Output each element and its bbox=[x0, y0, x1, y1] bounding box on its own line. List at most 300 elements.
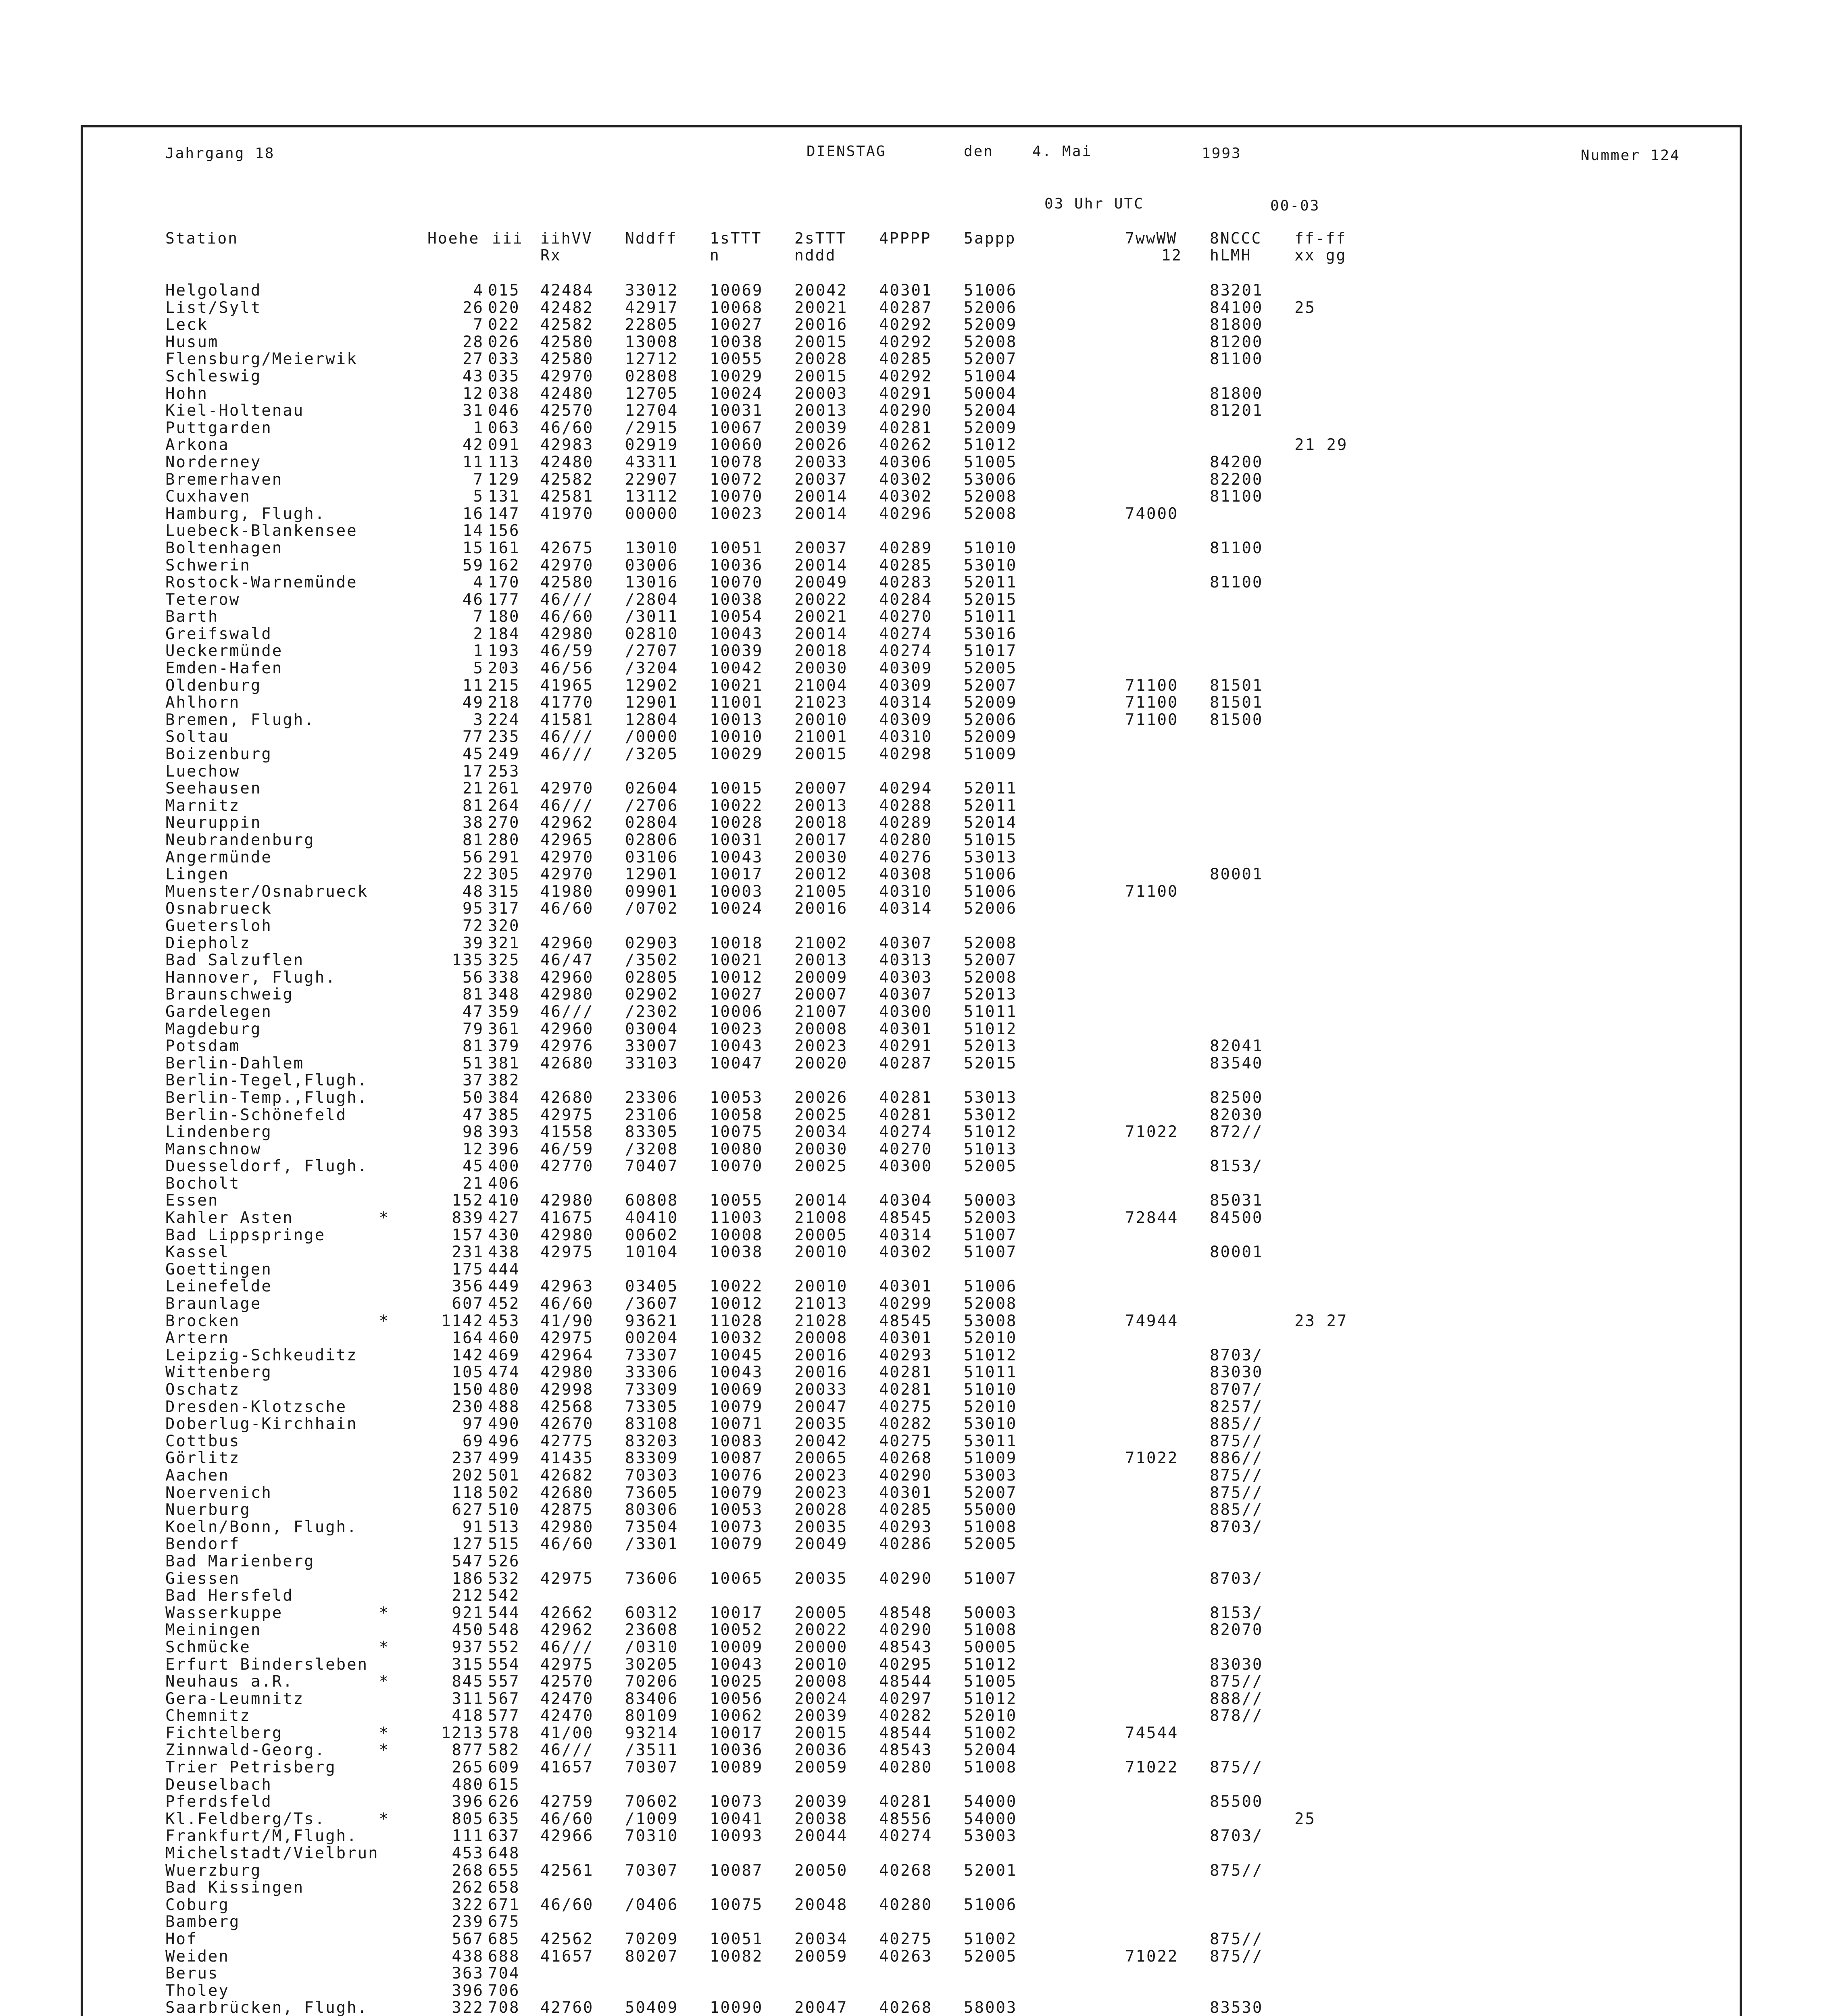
group-ihvv: 46/60 bbox=[540, 1810, 594, 1828]
station-height: 5 bbox=[473, 487, 484, 506]
group-4pppp: 40268 bbox=[879, 1861, 933, 1880]
issue-number: Nummer 124 bbox=[1581, 147, 1680, 164]
group-2sttt: 20005 bbox=[794, 1226, 848, 1244]
col-g8b: hLMH bbox=[1210, 246, 1252, 264]
group-ihvv: 42568 bbox=[540, 1397, 594, 1416]
group-1sttt: 10087 bbox=[710, 1449, 763, 1468]
group-ihvv: 42580 bbox=[540, 350, 594, 369]
group-nddff: /3607 bbox=[625, 1295, 679, 1313]
station-id: 449 bbox=[488, 1277, 520, 1296]
group-4pppp: 40302 bbox=[879, 470, 933, 489]
group-ihvv: 42484 bbox=[540, 281, 594, 300]
group-1sttt: 10031 bbox=[710, 402, 763, 420]
group-1sttt: 10038 bbox=[710, 590, 763, 609]
station-id: 396 bbox=[488, 1140, 520, 1158]
col-station: Station bbox=[165, 229, 239, 247]
group-ihvv: 42980 bbox=[540, 985, 594, 1004]
col-g8: 8NCCC bbox=[1210, 229, 1262, 247]
group-8nccc: 875// bbox=[1210, 1930, 1263, 1948]
group-5appp: 51005 bbox=[964, 453, 1017, 471]
station-id: 637 bbox=[488, 1827, 520, 1845]
group-5appp: 52008 bbox=[964, 968, 1017, 987]
group-2sttt: 20059 bbox=[794, 1947, 848, 1966]
group-5appp: 53012 bbox=[964, 1106, 1017, 1124]
group-nddff: /3208 bbox=[625, 1140, 679, 1158]
group-4pppp: 40274 bbox=[879, 1123, 933, 1141]
group-ihvv: 42760 bbox=[540, 1999, 594, 2016]
group-4pppp: 40291 bbox=[879, 1037, 933, 1056]
station-name: Gardelegen bbox=[165, 1002, 272, 1021]
group-ihvv: 42570 bbox=[540, 1672, 594, 1691]
group-nddff: 13112 bbox=[625, 487, 679, 506]
group-5appp: 53008 bbox=[964, 1312, 1017, 1330]
group-7wwww: 71100 bbox=[1125, 710, 1179, 729]
group-8nccc: 875// bbox=[1210, 1466, 1263, 1485]
station-height: 118 bbox=[452, 1483, 484, 1502]
group-8nccc: 875// bbox=[1210, 1432, 1263, 1450]
station-id: 615 bbox=[488, 1775, 520, 1794]
group-nddff: /3511 bbox=[625, 1741, 679, 1760]
group-2sttt: 20010 bbox=[794, 710, 848, 729]
station-name: Trier Petrisberg bbox=[165, 1758, 336, 1777]
group-1sttt: 10029 bbox=[710, 745, 763, 764]
group-nddff: 80109 bbox=[625, 1707, 679, 1725]
group-ihvv: 42960 bbox=[540, 1020, 594, 1038]
station-id: 480 bbox=[488, 1381, 520, 1399]
group-1sttt: 10052 bbox=[710, 1621, 763, 1639]
group-2sttt: 21013 bbox=[794, 1295, 848, 1313]
group-5appp: 51006 bbox=[964, 882, 1017, 901]
group-nddff: /2915 bbox=[625, 419, 679, 437]
group-1sttt: 10043 bbox=[710, 1655, 763, 1674]
station-id: 224 bbox=[488, 710, 520, 729]
station-name: Leinefelde bbox=[165, 1277, 272, 1296]
group-4pppp: 48545 bbox=[879, 1209, 933, 1227]
group-ihvv: 42759 bbox=[540, 1793, 594, 1811]
station-id: 113 bbox=[488, 453, 520, 471]
station-id: 548 bbox=[488, 1621, 520, 1639]
group-1sttt: 10045 bbox=[710, 1346, 763, 1364]
group-2sttt: 20048 bbox=[794, 1895, 848, 1914]
group-4pppp: 40301 bbox=[879, 1020, 933, 1038]
group-4pppp: 40294 bbox=[879, 779, 933, 798]
group-1sttt: 10068 bbox=[710, 298, 763, 317]
station-id: 460 bbox=[488, 1329, 520, 1347]
col-g9b: xx gg bbox=[1294, 246, 1347, 264]
group-1sttt: 10003 bbox=[710, 882, 763, 901]
station-id: 400 bbox=[488, 1157, 520, 1176]
group-ihvv: 46/59 bbox=[540, 642, 594, 660]
group-ihvv: 42998 bbox=[540, 1381, 594, 1399]
station-name: Michelstadt/Vielbrun bbox=[165, 1844, 379, 1863]
group-nddff: 40410 bbox=[625, 1209, 679, 1227]
group-4pppp: 40288 bbox=[879, 796, 933, 815]
station-id: 253 bbox=[488, 762, 520, 781]
station-name: Greifswald bbox=[165, 625, 272, 643]
col-g3: 1sTTT bbox=[710, 229, 762, 247]
group-8nccc: 8257/ bbox=[1210, 1397, 1263, 1416]
group-5appp: 52007 bbox=[964, 350, 1017, 369]
group-4pppp: 40282 bbox=[879, 1415, 933, 1433]
group-5appp: 53006 bbox=[964, 470, 1017, 489]
group-nddff: 02804 bbox=[625, 814, 679, 832]
group-gusts: 21 29 bbox=[1294, 436, 1348, 454]
group-nddff: 83309 bbox=[625, 1449, 679, 1468]
station-id: 469 bbox=[488, 1346, 520, 1364]
group-5appp: 52010 bbox=[964, 1707, 1017, 1725]
station-height: 4 bbox=[473, 281, 484, 300]
col-g4: 2sTTT bbox=[794, 229, 847, 247]
station-name: Hohn bbox=[165, 384, 208, 403]
group-4pppp: 40270 bbox=[879, 1140, 933, 1158]
station-id: 359 bbox=[488, 1002, 520, 1021]
station-id: 218 bbox=[488, 694, 520, 712]
group-nddff: 30205 bbox=[625, 1655, 679, 1674]
group-4pppp: 40296 bbox=[879, 504, 933, 523]
station-id: 488 bbox=[488, 1397, 520, 1416]
station-id: 033 bbox=[488, 350, 520, 369]
group-4pppp: 48556 bbox=[879, 1810, 933, 1828]
group-5appp: 52007 bbox=[964, 1483, 1017, 1502]
group-5appp: 51012 bbox=[964, 1123, 1017, 1141]
group-7wwww: 71022 bbox=[1125, 1947, 1179, 1966]
station-id: 708 bbox=[488, 1999, 520, 2016]
group-nddff: 22805 bbox=[625, 316, 679, 334]
station-height: 311 bbox=[452, 1689, 484, 1708]
group-ihvv: 46/// bbox=[540, 728, 594, 746]
station-id: 554 bbox=[488, 1655, 520, 1674]
station-height: 56 bbox=[463, 968, 484, 987]
group-5appp: 51012 bbox=[964, 1020, 1017, 1038]
group-2sttt: 20030 bbox=[794, 1140, 848, 1158]
station-id: 162 bbox=[488, 556, 520, 575]
station-name: Erfurt Bindersleben bbox=[165, 1655, 369, 1674]
group-1sttt: 10008 bbox=[710, 1226, 763, 1244]
group-nddff: 12901 bbox=[625, 865, 679, 884]
group-1sttt: 10076 bbox=[710, 1466, 763, 1485]
group-2sttt: 20024 bbox=[794, 1689, 848, 1708]
group-nddff: 73606 bbox=[625, 1569, 679, 1588]
group-ihvv: 42480 bbox=[540, 384, 594, 403]
station-height: 937 bbox=[452, 1638, 484, 1656]
group-2sttt: 20049 bbox=[794, 573, 848, 592]
station-id: 038 bbox=[488, 384, 520, 403]
group-ihvv: 41675 bbox=[540, 1209, 594, 1227]
obs-time: 03 Uhr UTC bbox=[1044, 196, 1144, 212]
group-2sttt: 20013 bbox=[794, 402, 848, 420]
group-ihvv: 46/47 bbox=[540, 951, 594, 970]
group-2sttt: 20039 bbox=[794, 1707, 848, 1725]
group-2sttt: 20008 bbox=[794, 1329, 848, 1347]
group-4pppp: 40301 bbox=[879, 1329, 933, 1347]
group-4pppp: 40289 bbox=[879, 539, 933, 557]
station-id: 325 bbox=[488, 951, 520, 970]
station-id: 393 bbox=[488, 1123, 520, 1141]
station-id: 453 bbox=[488, 1312, 520, 1330]
group-1sttt: 10087 bbox=[710, 1861, 763, 1880]
group-2sttt: 20023 bbox=[794, 1483, 848, 1502]
group-1sttt: 10065 bbox=[710, 1569, 763, 1588]
station-height: 81 bbox=[463, 1037, 484, 1056]
group-ihvv: 42980 bbox=[540, 1363, 594, 1382]
station-name: Zinnwald-Georg. * bbox=[165, 1741, 390, 1760]
station-name: Giessen bbox=[165, 1569, 240, 1588]
group-2sttt: 20015 bbox=[794, 333, 848, 351]
station-height: 21 bbox=[463, 779, 484, 798]
group-ihvv: 42962 bbox=[540, 1621, 594, 1639]
group-1sttt: 10025 bbox=[710, 1672, 763, 1691]
group-4pppp: 48548 bbox=[879, 1604, 933, 1622]
group-8nccc: 875// bbox=[1210, 1483, 1263, 1502]
group-2sttt: 20014 bbox=[794, 1191, 848, 1210]
station-name: Duesseldorf, Flugh. bbox=[165, 1157, 369, 1176]
station-name: Wittenberg bbox=[165, 1363, 272, 1382]
group-1sttt: 10006 bbox=[710, 1002, 763, 1021]
group-1sttt: 10090 bbox=[710, 1999, 763, 2016]
group-4pppp: 40310 bbox=[879, 882, 933, 901]
group-2sttt: 20014 bbox=[794, 625, 848, 643]
station-name: Bamberg bbox=[165, 1913, 240, 1931]
group-ihvv: 42963 bbox=[540, 1277, 594, 1296]
group-4pppp: 40282 bbox=[879, 1707, 933, 1725]
col-g2: Nddff bbox=[625, 229, 677, 247]
station-id: 490 bbox=[488, 1415, 520, 1433]
group-nddff: /3205 bbox=[625, 745, 679, 764]
group-5appp: 52004 bbox=[964, 1741, 1017, 1760]
group-2sttt: 21028 bbox=[794, 1312, 848, 1330]
station-height: 39 bbox=[463, 934, 484, 952]
station-id: 542 bbox=[488, 1587, 520, 1605]
station-id: 382 bbox=[488, 1071, 520, 1090]
group-ihvv: 42482 bbox=[540, 298, 594, 317]
group-7wwww: 71100 bbox=[1125, 882, 1179, 901]
group-2sttt: 20025 bbox=[794, 1106, 848, 1124]
station-id: 317 bbox=[488, 900, 520, 918]
station-height: 21 bbox=[463, 1174, 484, 1193]
group-4pppp: 40290 bbox=[879, 1569, 933, 1588]
group-2sttt: 20008 bbox=[794, 1672, 848, 1691]
station-height: 28 bbox=[463, 333, 484, 351]
group-ihvv: 46/// bbox=[540, 1002, 594, 1021]
group-ihvv: 42682 bbox=[540, 1466, 594, 1485]
group-4pppp: 40309 bbox=[879, 710, 933, 729]
group-ihvv: 42680 bbox=[540, 1483, 594, 1502]
group-4pppp: 40285 bbox=[879, 556, 933, 575]
group-ihvv: 46/60 bbox=[540, 1535, 594, 1554]
group-2sttt: 20021 bbox=[794, 608, 848, 626]
group-1sttt: 10012 bbox=[710, 968, 763, 987]
station-name: Weiden bbox=[165, 1947, 229, 1966]
station-id: 129 bbox=[488, 470, 520, 489]
group-nddff: 80207 bbox=[625, 1947, 679, 1966]
group-1sttt: 10010 bbox=[710, 728, 763, 746]
station-name: Dresden-Klotzsche bbox=[165, 1397, 347, 1416]
group-nddff: 43311 bbox=[625, 453, 679, 471]
group-2sttt: 20028 bbox=[794, 350, 848, 369]
group-4pppp: 40304 bbox=[879, 1191, 933, 1210]
station-height: 7 bbox=[473, 316, 484, 334]
station-id: 385 bbox=[488, 1106, 520, 1124]
group-1sttt: 10038 bbox=[710, 1243, 763, 1262]
station-id: 203 bbox=[488, 659, 520, 678]
station-name: Hof bbox=[165, 1930, 198, 1948]
group-nddff: /3502 bbox=[625, 951, 679, 970]
group-nddff: 03405 bbox=[625, 1277, 679, 1296]
group-1sttt: 10072 bbox=[710, 470, 763, 489]
group-5appp: 51005 bbox=[964, 1672, 1017, 1691]
station-height: 356 bbox=[452, 1277, 484, 1296]
group-5appp: 51006 bbox=[964, 1277, 1017, 1296]
group-8nccc: 878// bbox=[1210, 1707, 1263, 1725]
station-id: 161 bbox=[488, 539, 520, 557]
group-nddff: 02903 bbox=[625, 934, 679, 952]
group-2sttt: 20034 bbox=[794, 1123, 848, 1141]
group-ihvv: 42875 bbox=[540, 1501, 594, 1519]
station-height: 14 bbox=[463, 522, 484, 540]
station-height: 805 bbox=[452, 1810, 484, 1828]
station-height: 157 bbox=[452, 1226, 484, 1244]
group-nddff: 13016 bbox=[625, 573, 679, 592]
group-5appp: 52006 bbox=[964, 900, 1017, 918]
station-name: Angermünde bbox=[165, 848, 272, 866]
group-1sttt: 10024 bbox=[710, 384, 763, 403]
group-1sttt: 10029 bbox=[710, 367, 763, 385]
group-nddff: 12901 bbox=[625, 694, 679, 712]
station-height: 480 bbox=[452, 1775, 484, 1794]
station-height: 567 bbox=[452, 1930, 484, 1948]
group-2sttt: 20059 bbox=[794, 1758, 848, 1777]
group-5appp: 52001 bbox=[964, 1861, 1017, 1880]
group-5appp: 52004 bbox=[964, 402, 1017, 420]
group-nddff: 12704 bbox=[625, 402, 679, 420]
group-5appp: 52008 bbox=[964, 504, 1017, 523]
station-height: 237 bbox=[452, 1449, 484, 1468]
group-nddff: 33007 bbox=[625, 1037, 679, 1056]
station-name: Bendorf bbox=[165, 1535, 240, 1554]
group-4pppp: 40281 bbox=[879, 1793, 933, 1811]
station-name: Bocholt bbox=[165, 1174, 240, 1193]
group-8nccc: 81800 bbox=[1210, 384, 1263, 403]
group-nddff: 93214 bbox=[625, 1724, 679, 1742]
group-7wwww: 71022 bbox=[1125, 1758, 1179, 1777]
group-ihvv: 42975 bbox=[540, 1329, 594, 1347]
station-id: 170 bbox=[488, 573, 520, 592]
station-name: Schleswig bbox=[165, 367, 262, 385]
group-1sttt: 10041 bbox=[710, 1810, 763, 1828]
group-5appp: 51015 bbox=[964, 831, 1017, 849]
station-name: Brocken * bbox=[165, 1312, 390, 1330]
group-8nccc: 84500 bbox=[1210, 1209, 1263, 1227]
group-nddff: 33306 bbox=[625, 1363, 679, 1382]
station-id: 131 bbox=[488, 487, 520, 506]
station-id: 544 bbox=[488, 1604, 520, 1622]
station-height: 77 bbox=[463, 728, 484, 746]
station-id: 567 bbox=[488, 1689, 520, 1708]
group-ihvv: 42975 bbox=[540, 1569, 594, 1588]
station-name: Puttgarden bbox=[165, 419, 272, 437]
station-height: 56 bbox=[463, 848, 484, 866]
group-2sttt: 20021 bbox=[794, 298, 848, 317]
group-8nccc: 81100 bbox=[1210, 350, 1263, 369]
group-1sttt: 10039 bbox=[710, 642, 763, 660]
group-1sttt: 10036 bbox=[710, 1741, 763, 1760]
group-1sttt: 11001 bbox=[710, 694, 763, 712]
station-height: 1213 bbox=[441, 1724, 484, 1742]
station-id: 658 bbox=[488, 1879, 520, 1897]
group-5appp: 51007 bbox=[964, 1226, 1017, 1244]
group-4pppp: 40270 bbox=[879, 608, 933, 626]
group-ihvv: 46/// bbox=[540, 590, 594, 609]
group-4pppp: 40285 bbox=[879, 350, 933, 369]
group-2sttt: 21004 bbox=[794, 676, 848, 695]
col-g3b: n bbox=[710, 246, 720, 264]
group-2sttt: 20065 bbox=[794, 1449, 848, 1468]
group-nddff: 33103 bbox=[625, 1054, 679, 1073]
group-4pppp: 40284 bbox=[879, 590, 933, 609]
group-ihvv: 46/60 bbox=[540, 608, 594, 626]
group-8nccc: 81501 bbox=[1210, 676, 1263, 695]
col-g6: 5appp bbox=[964, 229, 1016, 247]
group-8nccc: 872// bbox=[1210, 1123, 1263, 1141]
group-1sttt: 10069 bbox=[710, 281, 763, 300]
station-id: 626 bbox=[488, 1793, 520, 1811]
group-nddff: 12804 bbox=[625, 710, 679, 729]
station-name: Magdeburg bbox=[165, 1020, 262, 1038]
group-ihvv: 42980 bbox=[540, 625, 594, 643]
group-ihvv: 42470 bbox=[540, 1689, 594, 1708]
group-4pppp: 40301 bbox=[879, 1483, 933, 1502]
group-5appp: 52011 bbox=[964, 573, 1017, 592]
group-8nccc: 82041 bbox=[1210, 1037, 1263, 1056]
group-4pppp: 40292 bbox=[879, 367, 933, 385]
group-5appp: 52013 bbox=[964, 985, 1017, 1004]
station-height: 164 bbox=[452, 1329, 484, 1347]
station-height: 839 bbox=[452, 1209, 484, 1227]
station-id: 193 bbox=[488, 642, 520, 660]
group-ihvv: 41/90 bbox=[540, 1312, 594, 1330]
station-name: Bad Kissingen bbox=[165, 1879, 304, 1897]
group-8nccc: 80001 bbox=[1210, 1243, 1263, 1262]
station-id: 280 bbox=[488, 831, 520, 849]
station-name: Koeln/Bonn, Flugh. bbox=[165, 1518, 358, 1536]
station-id: 675 bbox=[488, 1913, 520, 1931]
group-ihvv: 42960 bbox=[540, 968, 594, 987]
group-ihvv: 46/56 bbox=[540, 659, 594, 678]
group-8nccc: 81501 bbox=[1210, 694, 1263, 712]
group-5appp: 50004 bbox=[964, 384, 1017, 403]
group-ihvv: 42775 bbox=[540, 1432, 594, 1450]
group-nddff: 09901 bbox=[625, 882, 679, 901]
station-height: 363 bbox=[452, 1964, 484, 1983]
group-ihvv: 42581 bbox=[540, 487, 594, 506]
group-1sttt: 10021 bbox=[710, 676, 763, 695]
group-ihvv: 42582 bbox=[540, 316, 594, 334]
station-height: 59 bbox=[463, 556, 484, 575]
col-g5: 4PPPP bbox=[879, 229, 932, 247]
station-height: 81 bbox=[463, 985, 484, 1004]
group-1sttt: 10028 bbox=[710, 814, 763, 832]
group-1sttt: 10027 bbox=[710, 985, 763, 1004]
station-id: 305 bbox=[488, 865, 520, 884]
group-1sttt: 10079 bbox=[710, 1397, 763, 1416]
station-id: 452 bbox=[488, 1295, 520, 1313]
station-height: 438 bbox=[452, 1947, 484, 1966]
station-name: Bad Salzuflen bbox=[165, 951, 304, 970]
station-name: Manschnow bbox=[165, 1140, 262, 1158]
station-name: Berus bbox=[165, 1964, 219, 1983]
station-name: Schmücke * bbox=[165, 1638, 390, 1656]
station-height: 91 bbox=[463, 1518, 484, 1536]
